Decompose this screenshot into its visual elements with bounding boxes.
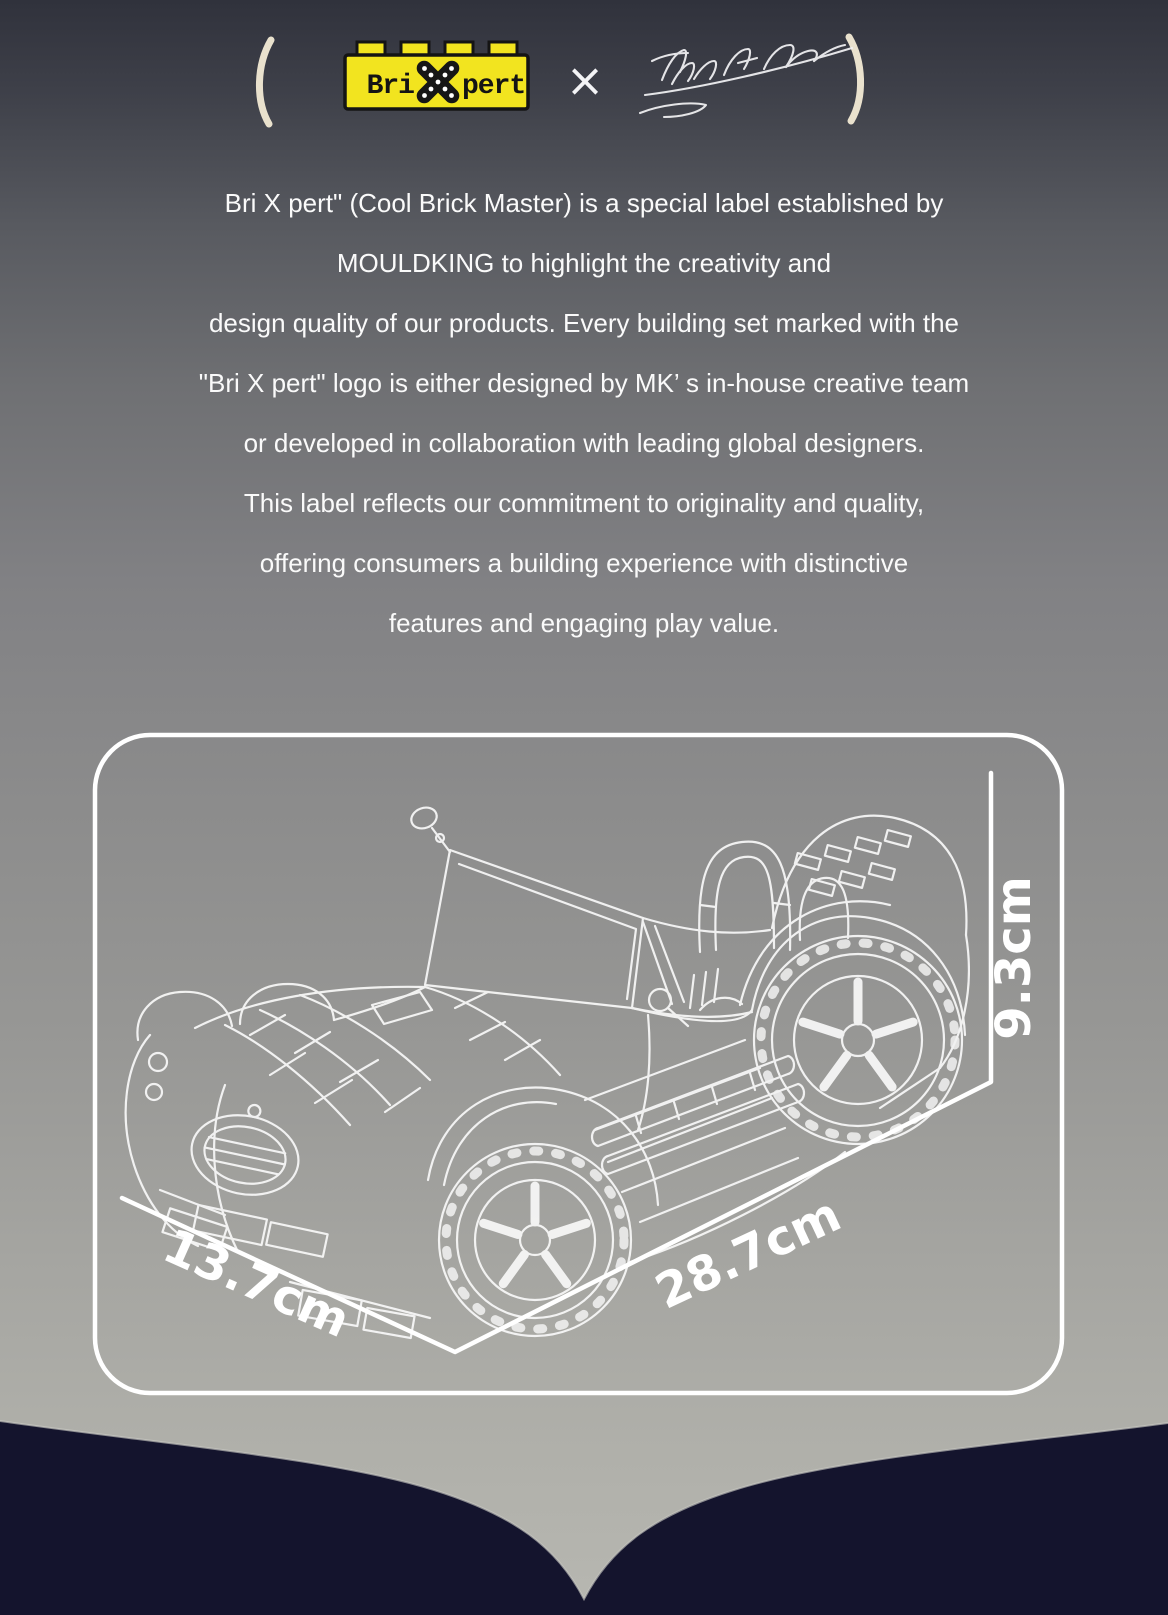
logo-text-pert: pert bbox=[462, 71, 526, 102]
intro-line: features and engaging play value. bbox=[388, 608, 780, 638]
logo-text-bri: Bri bbox=[366, 71, 414, 102]
height-dimension-label: 9.3cm bbox=[986, 876, 1042, 1040]
intro-line: This label reflects our commitment to originality and quality, bbox=[243, 488, 925, 518]
intro-line: Bri X pert" (Cool Brick Master) is a special label established by bbox=[224, 188, 944, 218]
intro-line: or developed in collaboration with leading global designers. bbox=[243, 428, 925, 458]
intro-line: MOULDKING to highlight the creativity and bbox=[336, 248, 832, 278]
width-dimension-label: 13.7cm bbox=[155, 1217, 358, 1350]
intro-line: "Bri X pert" logo is either designed by MK’ s in-house creative team bbox=[198, 368, 970, 398]
intro-line: offering consumers a building experience with distinctive bbox=[259, 548, 909, 578]
collab-x-icon: × bbox=[565, 53, 605, 107]
intro-line: design quality of our products. Every building set marked with the bbox=[208, 308, 960, 338]
length-dimension-label: 28.7cm bbox=[647, 1186, 850, 1321]
